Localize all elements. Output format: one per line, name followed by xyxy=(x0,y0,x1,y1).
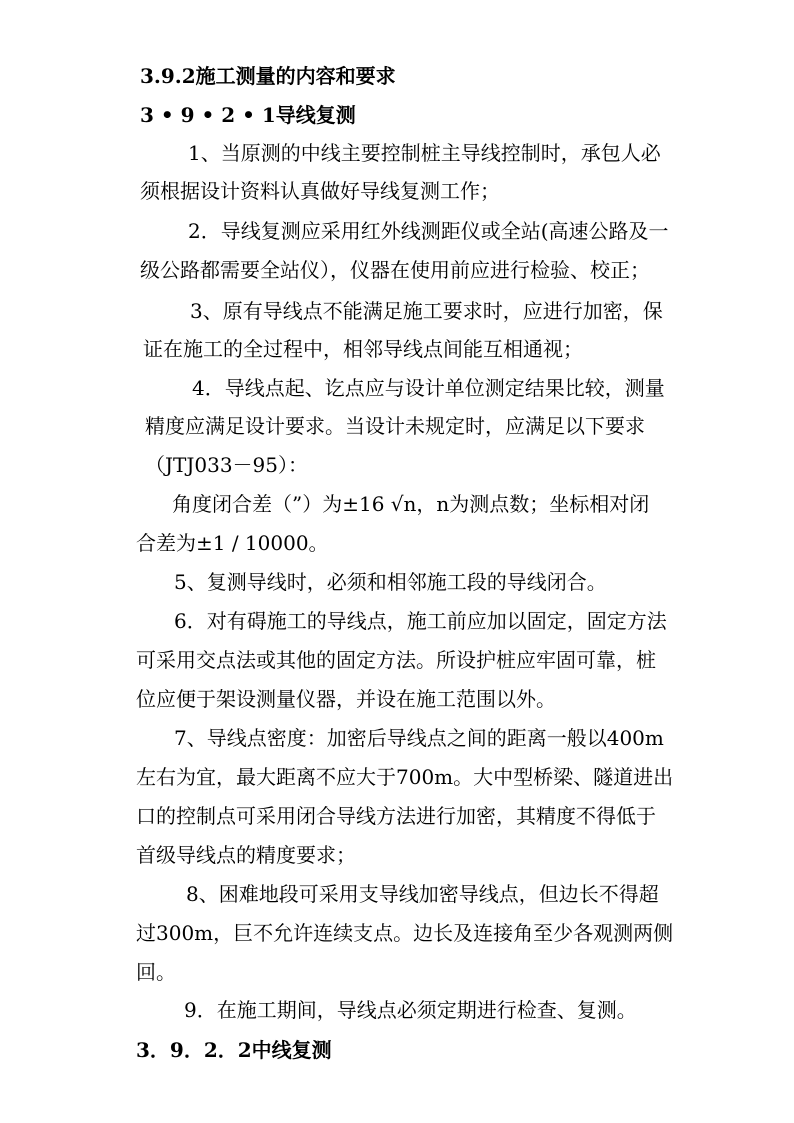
item-9-line-1: 9．在施工期间，导线点必须定期进行检查、复测。 xyxy=(184,998,637,1022)
item-6-line-2: 可采用交点法或其他的固定方法。所设护桩应牢固可靠，桩 xyxy=(136,648,656,672)
closure-tolerance-line-1: 角度闭合差（”）为±16 √n，n为测点数；坐标相对闭 xyxy=(172,492,650,516)
item-8-line-3: 回。 xyxy=(136,960,176,984)
item-2-line-1: 2．导线复测应采用红外线测距仪或全站(高速公路及一 xyxy=(188,219,669,243)
item-7-line-4: 首级导线点的精度要求； xyxy=(136,843,356,867)
item-4-line-1: 4．导线点起、讫点应与设计单位测定结果比较，测量 xyxy=(192,376,665,400)
item-2-line-2: 级公路都需要全站仪），仪器在使用前应进行检验、校正； xyxy=(140,258,650,282)
item-3-line-2: 证在施工的全过程中，相邻导线点间能互相通视； xyxy=(143,337,583,361)
item-1-line-2: 须根据设计资料认真做好导线复测工作； xyxy=(140,179,500,203)
closure-tolerance-line-2: 合差为±1 / 10000。 xyxy=(136,531,329,555)
item-8-line-1: 8、困难地段可采用支导线加密导线点，但边长不得超 xyxy=(186,882,659,906)
item-8-line-2: 过300m，巨不允许连续支点。边长及连接角至少各观测两侧 xyxy=(136,921,674,945)
item-5-line-1: 5、复测导线时，必须和相邻施工段的导线闭合。 xyxy=(174,570,607,594)
item-3-line-1: 3、原有导线点不能满足施工要求时，应进行加密，保 xyxy=(190,299,663,323)
item-6-line-3: 位应便于架设测量仪器，并设在施工范围以外。 xyxy=(136,687,556,711)
item-6-line-1: 6．对有碍施工的导线点，施工前应加以固定，固定方法 xyxy=(174,609,667,633)
item-7-line-3: 口的控制点可采用闭合导线方法进行加密，其精度不得低于 xyxy=(136,804,656,828)
item-7-line-2: 左右为宜，最大距离不应大于700m。大中型桥梁、隧道进出 xyxy=(136,765,674,789)
section-heading: 3.9.2施工测量的内容和要求 xyxy=(140,64,396,88)
item-1-line-1: 1、当原测的中线主要控制桩主导线控制时，承包人必 xyxy=(188,141,661,165)
subsection-heading-centerline-recheck: 3．9．2．2中线复测 xyxy=(136,1038,332,1062)
item-7-line-1: 7、导线点密度：加密后导线点之间的距离一般以400m xyxy=(174,726,664,750)
item-4-line-3: （JTJ033－95）： xyxy=(145,453,308,477)
item-4-line-2: 精度应满足设计要求。当设计未规定时，应满足以下要求 xyxy=(145,414,645,438)
subsection-heading-traverse-recheck: 3 • 9 • 2 • 1导线复测 xyxy=(140,103,356,127)
